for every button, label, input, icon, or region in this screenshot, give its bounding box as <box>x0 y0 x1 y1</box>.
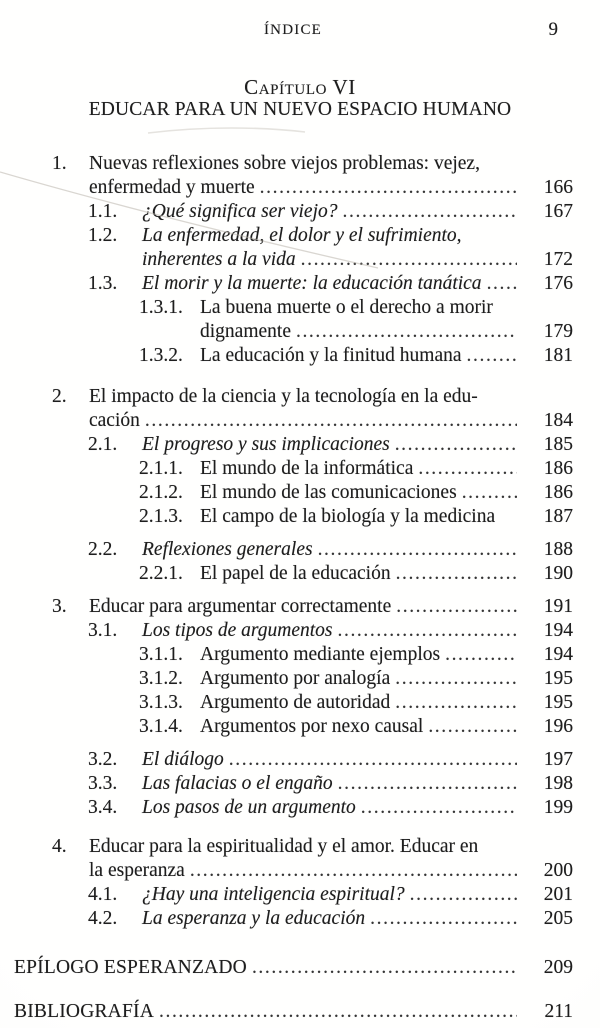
toc-entry-page: 166 <box>543 177 573 198</box>
toc-line <box>0 538 600 562</box>
dot-leader <box>396 562 517 586</box>
toc-entry <box>0 200 600 224</box>
toc-entry-title: El mundo de la informática <box>200 458 414 479</box>
chapter-label: Capítulo VI <box>244 75 356 99</box>
dot-leader <box>301 248 517 272</box>
toc-entry <box>0 562 600 586</box>
toc-entry <box>0 538 600 562</box>
toc-entry-title: La educación y la finitud humana <box>200 345 462 366</box>
toc-entry <box>0 772 600 796</box>
toc-entry-number: 3.1.3. <box>139 692 183 713</box>
dot-leader <box>428 715 517 739</box>
toc-entry <box>0 152 600 200</box>
toc-entry-page: 200 <box>543 860 573 881</box>
toc-entry-number: 3.1.2. <box>139 668 183 689</box>
toc-line <box>0 433 600 457</box>
toc-entry-title: Argumento mediante ejemplos <box>200 644 441 665</box>
toc-entry-page: 191 <box>543 596 573 617</box>
toc-entry <box>0 667 600 691</box>
toc-entry <box>0 883 600 907</box>
toc-entry-page: 194 <box>543 644 573 665</box>
toc-entry-page: 194 <box>543 620 573 641</box>
toc-entry-title: Nuevas reflexiones sobre viejos problemas: vejez, <box>89 153 480 174</box>
toc-line <box>0 595 600 619</box>
toc-entry-number: 1.1. <box>88 201 118 222</box>
toc-line <box>0 859 600 883</box>
dot-leader <box>318 538 517 562</box>
toc-entry-page: 185 <box>543 434 573 455</box>
toc-entry <box>0 224 600 272</box>
toc-entry-title: El morir y la muerte: la educación tanática <box>142 273 482 294</box>
toc-entry <box>0 272 600 296</box>
toc-entry <box>0 385 600 433</box>
folio-page-number: 9 <box>548 19 558 40</box>
dot-leader <box>252 955 517 981</box>
dot-leader <box>410 883 517 907</box>
toc-line <box>0 272 600 296</box>
toc-entry-number: 3.4. <box>88 797 118 818</box>
toc-entry-title: Argumento de autoridad <box>200 692 391 713</box>
dot-leader <box>145 409 517 433</box>
toc-line <box>0 457 600 481</box>
toc-line <box>0 796 600 820</box>
toc-line <box>0 748 600 772</box>
toc-line <box>0 772 600 796</box>
toc-entry-page: 181 <box>543 345 573 366</box>
toc-entry-title: La buena muerte o el derecho a morir <box>200 297 493 318</box>
toc-entry <box>0 691 600 715</box>
toc-entry-title: El campo de la biología y la medicina <box>200 506 496 527</box>
dot-leader <box>395 667 517 691</box>
toc-entry-page: 205 <box>543 908 573 929</box>
toc-line <box>0 481 600 505</box>
back-matter-page: 211 <box>544 1001 573 1022</box>
toc-entry <box>0 835 600 883</box>
toc-entry <box>0 715 600 739</box>
dot-leader <box>462 481 517 505</box>
toc-entry-title: Las falacias o el engaño <box>142 773 333 794</box>
toc-entry-title: El papel de la educación <box>200 563 391 584</box>
toc-entry-number: 1.3. <box>88 273 118 294</box>
toc-line <box>0 667 600 691</box>
toc-line <box>0 344 600 368</box>
toc-entry <box>0 595 600 619</box>
toc-entry-number: 2.2.1. <box>139 563 183 584</box>
running-head <box>0 20 600 44</box>
toc-entry-title: la esperanza <box>89 860 185 881</box>
toc-line <box>0 643 600 667</box>
toc-line <box>0 385 600 409</box>
dot-leader <box>343 200 517 224</box>
toc-entry <box>0 457 600 481</box>
table-of-contents <box>0 152 600 931</box>
back-matter-title: EPÍLOGO ESPERANZADO <box>14 957 247 978</box>
dot-leader <box>396 595 517 619</box>
back-matter-row <box>0 999 600 1025</box>
back-matter-row <box>0 955 600 981</box>
toc-entry-page: 167 <box>543 201 573 222</box>
toc-entry-page: 179 <box>543 321 573 342</box>
toc-line <box>0 907 600 931</box>
toc-entry-number: 4. <box>52 836 67 857</box>
toc-entry-number: 2. <box>52 386 67 407</box>
toc-entry-title: Argumentos por nexo causal <box>200 716 424 737</box>
toc-entry <box>0 505 600 529</box>
toc-entry-title: Argumento por analogía <box>200 668 391 689</box>
toc-entry-page: 176 <box>543 273 573 294</box>
toc-entry <box>0 344 600 368</box>
toc-entry-title: El mundo de las comunicaciones <box>200 482 457 503</box>
toc-line <box>0 224 600 248</box>
toc-line <box>0 320 600 344</box>
back-matter-title: BIBLIOGRAFÍA <box>14 1001 154 1022</box>
toc-entry-page: 190 <box>543 563 573 584</box>
toc-entry-number: 3.1. <box>88 620 118 641</box>
toc-entry-title: Los tipos de argumentos <box>142 620 333 641</box>
toc-line <box>0 296 600 320</box>
toc-entry-page: 195 <box>543 692 573 713</box>
toc-line <box>0 409 600 433</box>
toc-entry-page: 188 <box>543 539 573 560</box>
toc-entry-title: La enfermedad, el dolor y el sufrimiento, <box>142 225 462 246</box>
toc-entry-page: 196 <box>543 716 573 737</box>
toc-entry-number: 1.2. <box>88 225 118 246</box>
toc-line <box>0 152 600 176</box>
toc-entry-page: 172 <box>543 249 573 270</box>
toc-entry-page: 198 <box>543 773 573 794</box>
toc-line <box>0 200 600 224</box>
chapter-title: EDUCAR PARA UN NUEVO ESPACIO HUMANO <box>88 99 512 120</box>
dot-leader <box>395 433 517 457</box>
toc-entry-number: 4.2. <box>88 908 118 929</box>
dot-leader <box>338 619 518 643</box>
chapter-heading <box>0 77 600 121</box>
dot-leader <box>487 272 517 296</box>
dot-leader <box>445 643 517 667</box>
toc-entry-page: 197 <box>543 749 573 770</box>
toc-line <box>0 505 600 529</box>
toc-entry-page: 195 <box>543 668 573 689</box>
back-matter-page: 209 <box>543 957 573 978</box>
toc-entry-number: 2.1.2. <box>139 482 183 503</box>
toc-entry <box>0 907 600 931</box>
scan-artifact-smudge <box>148 128 305 133</box>
toc-entry-number: 2.1.1. <box>139 458 183 479</box>
toc-entry-title: Los pasos de un argumento <box>142 797 356 818</box>
toc-entry-number: 3.1.4. <box>139 716 183 737</box>
dot-leader <box>338 772 517 796</box>
toc-entry-title: dignamente <box>200 321 291 342</box>
dot-leader <box>467 344 517 368</box>
toc-entry <box>0 619 600 643</box>
dot-leader <box>190 859 517 883</box>
toc-line <box>0 715 600 739</box>
toc-entry-page: 186 <box>543 458 573 479</box>
toc-entry-number: 1.3.1. <box>139 297 183 318</box>
dot-leader <box>229 748 517 772</box>
toc-entry <box>0 796 600 820</box>
toc-entry-number: 1. <box>52 153 67 174</box>
toc-entry-number: 2.1.3. <box>139 506 183 527</box>
toc-entry-number: 3.2. <box>88 749 118 770</box>
toc-line <box>0 883 600 907</box>
toc-entry-title: ¿Qué significa ser viejo? <box>142 201 338 222</box>
toc-entry-number: 3.1.1. <box>139 644 183 665</box>
toc-entry-page: 186 <box>543 482 573 503</box>
toc-entry-title: Reflexiones generales <box>142 539 313 560</box>
toc-entry <box>0 643 600 667</box>
toc-entry-title: El diálogo <box>142 749 224 770</box>
toc-entry-title: ¿Hay una inteligencia espiritual? <box>142 884 405 905</box>
dot-leader <box>395 691 517 715</box>
toc-entry-page: 199 <box>543 797 573 818</box>
toc-entry-title: inherentes a la vida <box>142 249 296 270</box>
toc-entry-number: 3. <box>52 596 67 617</box>
toc-entry-title: El impacto de la ciencia y la tecnología en la edu- <box>89 386 478 407</box>
toc-entry <box>0 481 600 505</box>
dot-leader <box>418 457 517 481</box>
toc-line <box>0 176 600 200</box>
toc-line <box>0 248 600 272</box>
toc-entry-number: 2.2. <box>88 539 118 560</box>
dot-leader <box>260 176 517 200</box>
toc-line <box>0 619 600 643</box>
toc-entry <box>0 433 600 457</box>
toc-entry-title: cación <box>89 410 140 431</box>
running-head-title: ÍNDICE <box>263 22 323 38</box>
toc-entry-title: El progreso y sus implicaciones <box>142 434 390 455</box>
toc-line <box>0 691 600 715</box>
toc-entry-page: 187 <box>543 506 573 527</box>
toc-entry-number: 2.1. <box>88 434 118 455</box>
toc-entry-number: 3.3. <box>88 773 118 794</box>
toc-entry <box>0 296 600 344</box>
dot-leader <box>159 999 517 1025</box>
toc-entry-page: 201 <box>543 884 573 905</box>
toc-entry-title: Educar para la espiritualidad y el amor. Educar en <box>89 836 479 857</box>
toc-entry-page: 184 <box>543 410 573 431</box>
toc-line <box>0 835 600 859</box>
toc-entry <box>0 748 600 772</box>
toc-entry-number: 1.3.2. <box>139 345 183 366</box>
dot-leader <box>370 907 517 931</box>
dot-leader <box>296 320 517 344</box>
toc-line <box>0 562 600 586</box>
toc-entry-title: La esperanza y la educación <box>142 908 366 929</box>
toc-entry-title: enfermedad y muerte <box>89 177 255 198</box>
toc-entry-title: Educar para argumentar correctamente <box>89 596 392 617</box>
dot-leader <box>361 796 517 820</box>
toc-entry-number: 4.1. <box>88 884 118 905</box>
back-matter <box>0 955 600 1025</box>
